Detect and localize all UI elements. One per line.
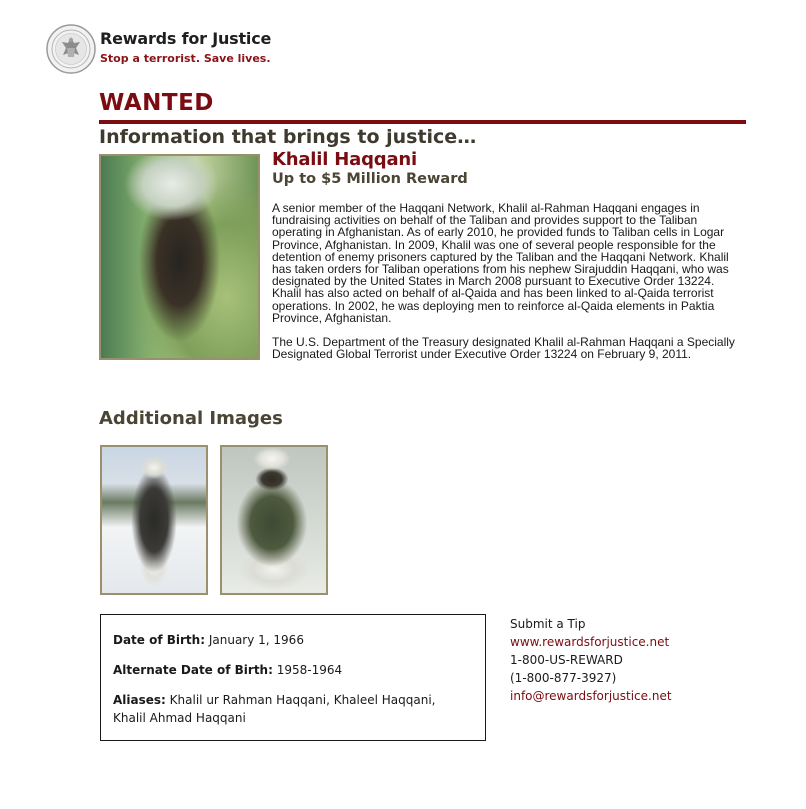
tip-phone-text: 1-800-US-REWARD xyxy=(510,653,623,667)
website-link[interactable]: www.rewardsforjustice.net xyxy=(510,635,670,649)
wanted-heading: WANTED xyxy=(99,90,214,116)
aliases-label: Aliases: xyxy=(113,693,166,707)
aliases-row xyxy=(113,691,463,727)
email-link[interactable]: info@rewardsforjustice.net xyxy=(510,689,672,703)
heading-divider xyxy=(99,120,746,124)
date-of-birth-label: Date of Birth: xyxy=(113,633,206,647)
bio-paragraph: A senior member of the Haqqani Network, Khalil al-Rahman Haqqani engages in fundraising activities on behalf of the Taliban and provides support to the Taliban operating in Afghanistan. As of early 2010, he provided funds to Taliban cells in Logar Province, Afghanistan. In 2009, Khalil was one of several people responsible for the detention of enemy prisoners captured by the Taliban and the Haqqani Network. Khalil has taken orders for Taliban operations from his nephew Sirajuddin Haqqani, who was designated by the United States in March 2008 pursuant to Executive Order 13224. Khalil has also acted on behalf of al-Qaida and has been linked to al-Qaida terrorist operations. In 2002, he was deploying men to reinforce al-Qaida elements in Paktia Province, Afghanistan. xyxy=(272,201,729,325)
bio-paragraph: The U.S. Department of the Treasury designated Khalil al-Rahman Haqqani a Specially Designated Global Terrorist under Executive Order 13224 on February 9, 2011. xyxy=(272,335,735,362)
date-of-birth-row xyxy=(113,631,304,649)
us-department-of-state-seal-icon xyxy=(46,24,96,74)
tip-phone-number: (1-800-877-3927) xyxy=(510,671,617,685)
submit-tip-title: Submit a Tip xyxy=(510,617,586,631)
aliases-value: Khalil ur Rahman Haqqani, Khaleel Haqqani, Khalil Ahmad Haqqani xyxy=(113,693,436,725)
date-of-birth-value: January 1, 1966 xyxy=(208,633,304,647)
suspect-bio xyxy=(272,202,744,372)
alternate-date-of-birth-value: 1958-1964 xyxy=(276,663,343,677)
alternate-date-of-birth-label: Alternate Date of Birth: xyxy=(113,663,273,677)
additional-image-thumbnail[interactable] xyxy=(100,445,208,595)
additional-image-thumbnail[interactable] xyxy=(220,445,328,595)
suspect-name: Khalil Haqqani xyxy=(272,149,417,170)
brand-tagline: Stop a terrorist. Save lives. xyxy=(100,52,271,65)
wanted-subheading: Information that brings to justice… xyxy=(99,126,477,148)
alternate-date-of-birth-row xyxy=(113,661,342,679)
submit-tip-section xyxy=(510,615,672,705)
suspect-details-box xyxy=(100,614,486,741)
reward-amount: Up to $5 Million Reward xyxy=(272,171,468,187)
main-suspect-photo[interactable] xyxy=(99,154,260,360)
additional-images-heading: Additional Images xyxy=(99,408,283,429)
brand-title[interactable]: Rewards for Justice xyxy=(100,29,272,48)
